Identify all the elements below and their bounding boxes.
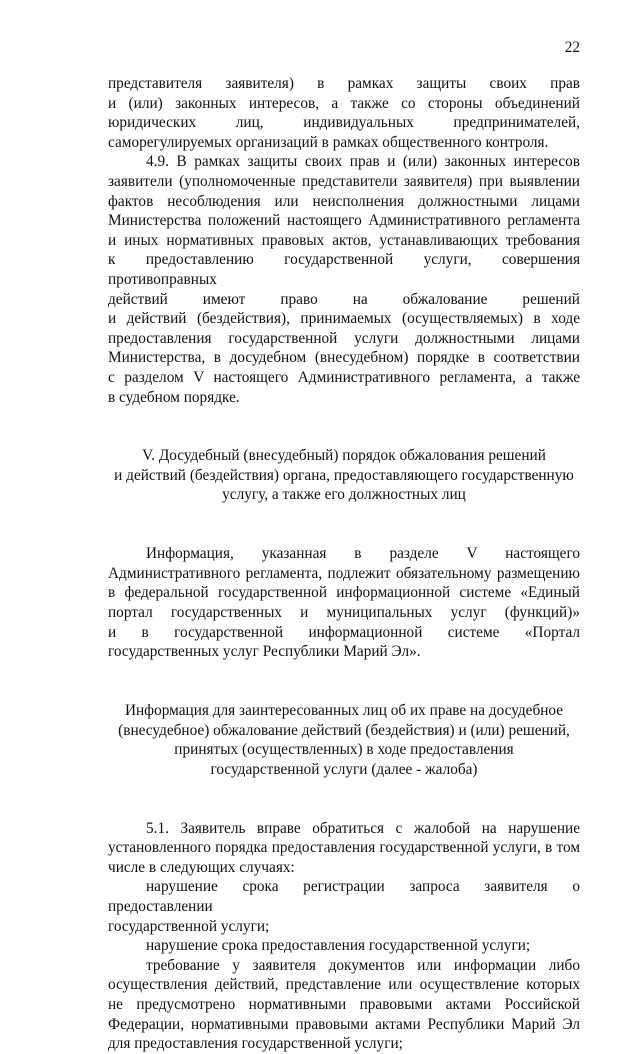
text-line: требование у заявителя документов или информации либо xyxy=(146,956,580,974)
text-line: юридических лиц, индивидуальных предпринимателей, xyxy=(108,114,580,132)
paragraph-lines xyxy=(108,877,580,936)
section-heading xyxy=(108,446,580,505)
text-line: 5.1. Заявитель вправе обратиться с жалобой на нарушение xyxy=(146,819,580,837)
text-line: предоставления государственной услуги должностными лицами xyxy=(108,329,580,347)
spacer xyxy=(108,505,580,525)
spacer xyxy=(108,427,580,447)
text-line: нарушение срока регистрации запроса заявителя о предоставлении xyxy=(108,878,580,915)
text-line: Административного регламента, подлежит обязательному размещению xyxy=(108,564,580,582)
spacer xyxy=(108,799,580,819)
text-line: портал государственных и муниципальных услуг (функций)» xyxy=(108,604,580,622)
paragraph-lines xyxy=(108,956,580,1054)
text-line: действий имеют право на обжалование решений xyxy=(108,290,580,308)
text-line: числе в следующих случаях: xyxy=(108,858,295,876)
text-line: с разделом V настоящего Административного регламента, а также xyxy=(108,368,580,386)
paragraph-lines xyxy=(108,152,580,407)
text-line: государственной услуги; xyxy=(108,917,270,935)
paragraph-lines xyxy=(108,544,580,662)
text-line: установленного порядка предоставления государственной услуги, в том xyxy=(108,839,580,857)
text-line: Информация, указанная в разделе V настоящего xyxy=(146,545,580,563)
spacer xyxy=(108,525,580,545)
text-line: государственных услуг Республики Марий Эл». xyxy=(108,643,421,661)
text-line: представителя заявителя) в рамках защиты своих прав xyxy=(108,75,580,92)
text-line: и в государственной информационной системе «Портал xyxy=(108,623,580,641)
heading-line: (внесудебное) обжалование действий (бездействия) и (или) решений, xyxy=(118,721,570,739)
text-line: и действий (бездействия), принимаемых (осуществляемых) в ходе xyxy=(108,310,580,328)
text-line: саморегулируемых организаций в рамках общественного контроля. xyxy=(108,133,549,151)
section-heading xyxy=(108,701,580,779)
text-line: и иных нормативных правовых актов, устанавливающих требования xyxy=(108,231,580,249)
text-line: осуществления действий, представление или осуществление которых xyxy=(108,976,580,994)
text-line: 4.9. В рамках защиты своих прав и (или) законных интересов xyxy=(146,153,580,171)
text-line: Министерства, в досудебном (внесудебном) порядке в соответствии xyxy=(108,349,580,367)
page-number: 22 xyxy=(564,39,580,56)
document-body xyxy=(108,74,580,1054)
heading-line: Информация для заинтересованных лиц об их праве на досудебное xyxy=(124,702,564,719)
spacer xyxy=(108,407,580,427)
text-line: заявители (уполномоченные представители заявителя) при выявлении xyxy=(108,172,580,190)
text-line: в федеральной государственной информационной системе «Единый xyxy=(108,584,580,602)
text-line: Федерации, нормативными правовыми актами Республики Марий Эл xyxy=(108,1015,580,1033)
heading-line: государственной услуги (далее - жалоба) xyxy=(210,760,478,778)
text-line: к предоставлению государственной услуги, совершения противоправных xyxy=(108,251,580,288)
heading-line: услугу, а также его должностных лиц xyxy=(222,486,466,504)
text-line: и (или) законных интересов, а также со стороны объединений xyxy=(108,94,580,112)
text-line: нарушение срока предоставления государственной услуги; xyxy=(146,937,531,955)
text-line: Министерства положений настоящего Административного регламента xyxy=(108,212,580,230)
heading-line: и действий (бездействия) органа, предоставляющего государственную xyxy=(114,466,574,484)
spacer xyxy=(108,779,580,799)
spacer xyxy=(108,681,580,701)
spacer xyxy=(108,662,580,682)
text-line: в судебном порядке. xyxy=(108,388,240,406)
heading-line: V. Досудебный (внесудебный) порядок обжалования решений xyxy=(142,447,546,465)
heading-line: принятых (осуществленных) в ходе предоставления xyxy=(174,741,514,759)
text-line: не предусмотрено нормативными правовыми актами Российской xyxy=(108,995,580,1013)
paragraph-lines xyxy=(108,74,580,152)
text-line: фактов несоблюдения или неисполнения должностными лицами xyxy=(108,192,580,210)
paragraph-lines xyxy=(108,819,580,878)
paragraph-lines xyxy=(108,936,580,956)
text-line: для предоставления государственной услуги; xyxy=(108,1035,403,1053)
